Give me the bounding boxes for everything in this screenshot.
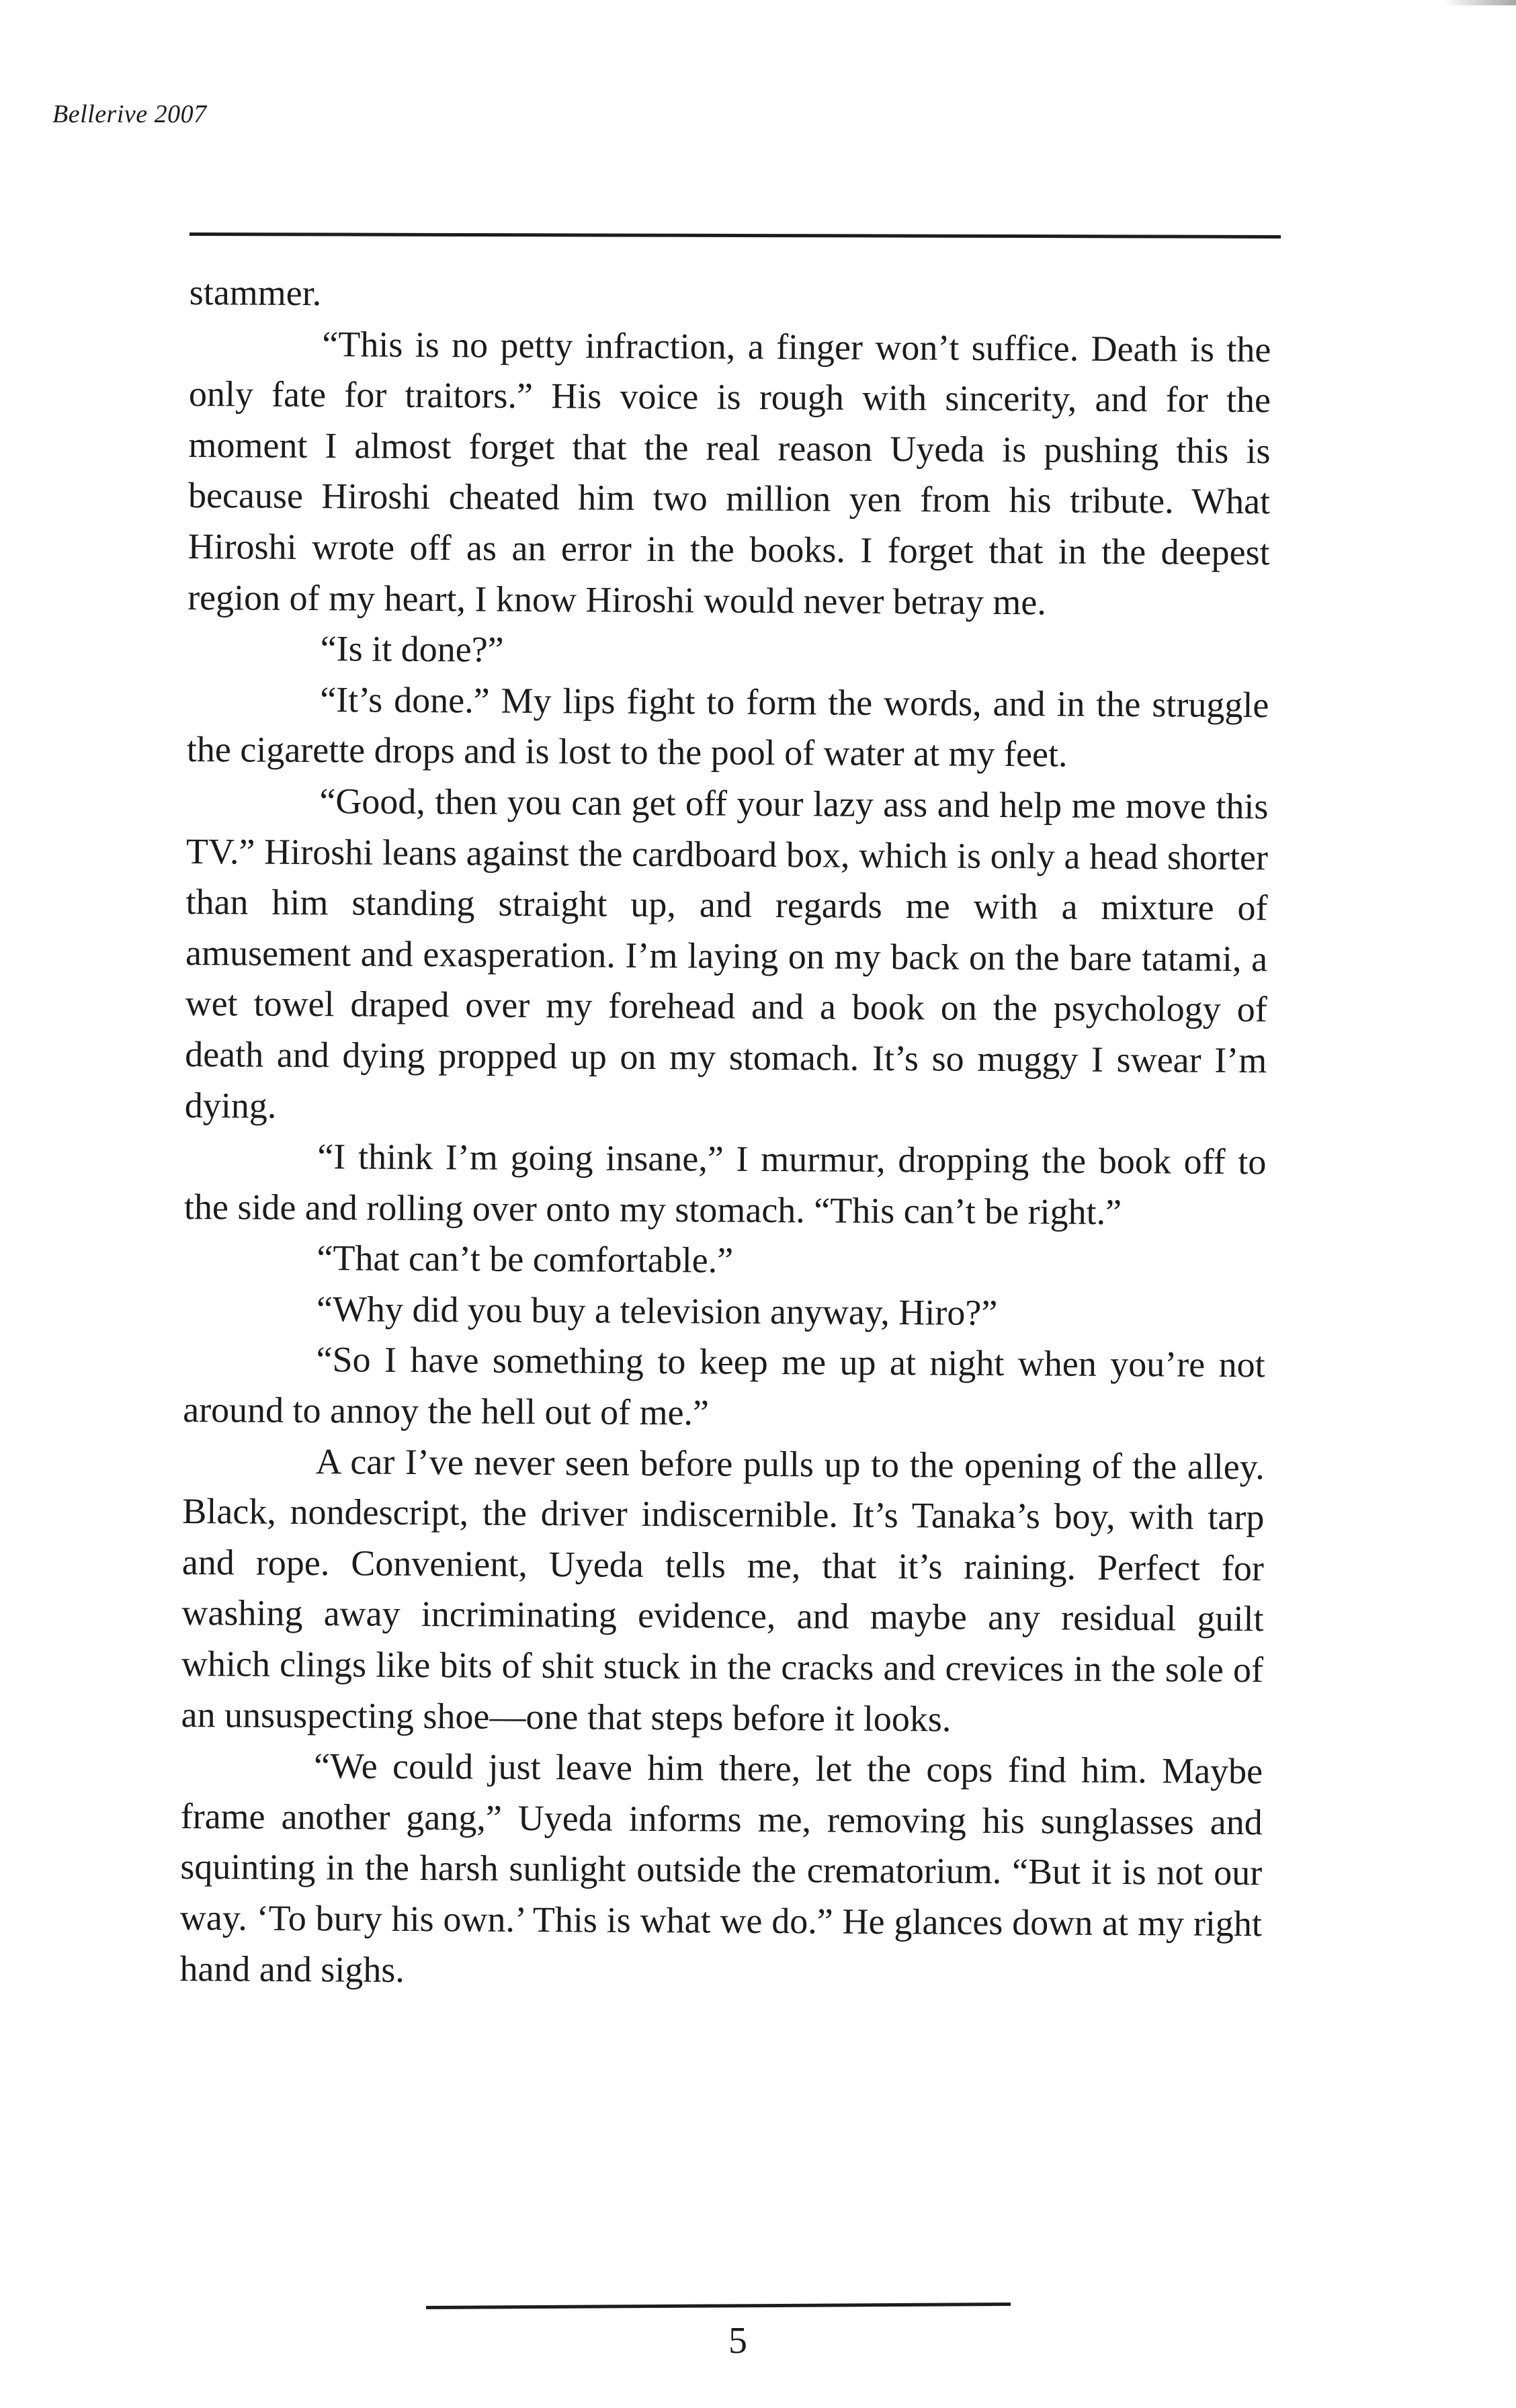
page-edge-shadow <box>1442 0 1516 5</box>
paragraph: “So I have something to keep me up at night when you’re not around to annoy the hell out of me.” <box>183 1339 1265 1433</box>
bottom-rule <box>426 2303 1011 2309</box>
paragraph: “That can’t be comfortable.” <box>317 1238 734 1281</box>
paragraph: stammer. <box>189 271 322 314</box>
paragraph: “I think I’m going insane,” I murmur, dropping the book off to the side and rolling over onto my stomach. “This can’t be right.” <box>183 1136 1267 1232</box>
paragraph: “It’s done.” My lips fight to form the words, and in the struggle the cigarette drops and is lost to the pool of water at my feet. <box>186 679 1269 775</box>
paragraph: “Is it done?” <box>320 628 504 670</box>
body-text <box>179 267 1271 2000</box>
paragraph: “Why did you buy a television anyway, Hiro?” <box>316 1288 998 1333</box>
paragraph: “Good, then you can get off your lazy ass and help me move this TV.” Hiroshi leans against the cardboard box, which is only a head shorter than him standing straight up, and regards me with a mixture of amusement and exasperation. I’m laying on my back on the bare tatami, a wet towel draped over my forehead and a book on the psychology of death and dying propped up on my stomach. It’s so muggy I swear I’m dying. <box>184 781 1269 1126</box>
paragraph: A car I’ve never seen before pulls up to the opening of the alley. Black, nondescript, the driver indiscernible. It’s Tanaka’s boy, with tarp and rope. Convenient, Uyeda tells me, that it’s raining. Perfect for washing away incriminating evidence, and maybe any residual guilt which clings like bits of shit stuck in the cracks and crevices in the sole of an unsuspecting shoe—one that steps before it looks. <box>181 1440 1265 1739</box>
running-head: Bellerive 2007 <box>52 100 207 128</box>
page-number: 5 <box>728 2320 747 2362</box>
top-rule <box>190 232 1281 239</box>
paragraph: “We could just leave him there, let the cops find him. Maybe frame another gang,” Uyeda informs me, removing his sunglasses and squinting in the harsh sunlight outside the crematorium. “But it is not our way. ‘To bury his own.’ This is what we do.” He glances down at my right hand and sighs. <box>179 1746 1263 1990</box>
paragraph: “This is no petty infraction, a finger won’t suffice. Death is the only fate for traitors.” His voice is rough with sincerity, and for the moment I almost forget that the real reason Uyeda is pushing this is because Hiroshi cheated him two million yen from his tribute. What Hiroshi wrote off as an error in the books. I forget that in the deepest region of my heart, I know Hiroshi would never betray me. <box>187 323 1271 622</box>
